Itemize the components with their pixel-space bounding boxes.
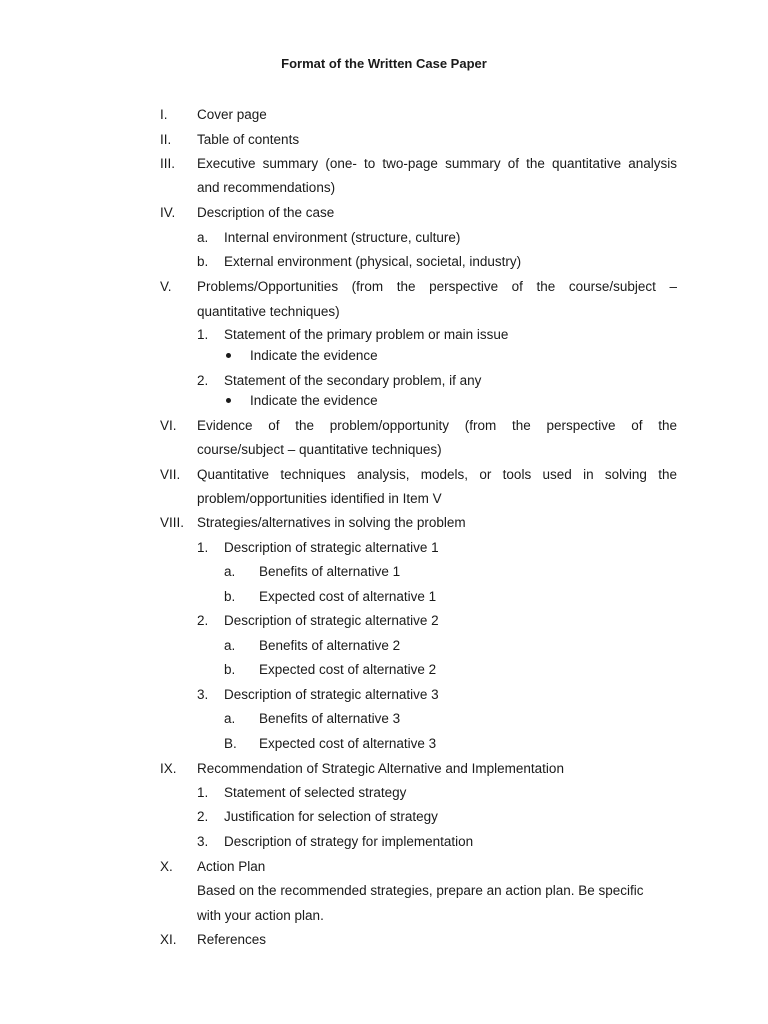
item-text-continued: course/subject – quantitative techniques) (197, 442, 442, 457)
item-text: Strategies/alternatives in solving the problem (197, 515, 466, 530)
item-number: V. (160, 279, 172, 294)
subsubitem-letter: a. (224, 638, 236, 653)
item-number: III. (160, 156, 176, 171)
document-title: Format of the Written Case Paper (281, 56, 487, 71)
subitem-number: 2. (197, 613, 209, 628)
item-text: Action Plan (197, 859, 266, 874)
subitem-text: Description of strategic alternative 2 (224, 613, 439, 628)
item-number: II. (160, 132, 172, 147)
subitem-number: 1. (197, 540, 209, 555)
item-number: X. (160, 859, 173, 874)
subsubitem-text: Benefits of alternative 3 (259, 711, 401, 726)
item-text: References (197, 932, 267, 947)
subitem-text: Justification for selection of strategy (224, 809, 438, 824)
subitem-text: Description of strategic alternative 3 (224, 687, 439, 702)
item-number: XI. (160, 932, 177, 947)
item-text: Recommendation of Strategic Alternative and Implementation (197, 761, 564, 776)
item-text: Table of contents (197, 132, 300, 147)
item-text: Executive summary (one- to two-page summary of the quantitative analysis (197, 156, 677, 171)
bullet-text: Indicate the evidence (250, 348, 378, 363)
item-text: Evidence of the problem/opportunity (from the perspective of the (197, 418, 677, 433)
item-text: Description of the case (197, 205, 335, 220)
subitem-text: Internal environment (structure, culture) (224, 230, 461, 245)
item-number: I. (160, 107, 168, 122)
subsubitem-letter: a. (224, 711, 236, 726)
subsubitem-text: Expected cost of alternative 3 (259, 736, 437, 751)
item-number: VI. (160, 418, 177, 433)
item-number: VII. (160, 467, 181, 482)
subsubitem-text: Benefits of alternative 2 (259, 638, 401, 653)
paragraph-line: Based on the recommended strategies, prepare an action plan. Be specific (197, 883, 644, 898)
subsubitem-letter: b. (224, 662, 236, 677)
item-text: Cover page (197, 107, 267, 122)
item-text-continued: and recommendations) (197, 180, 336, 195)
subitem-letter: a. (197, 230, 209, 245)
subitem-number: 2. (197, 809, 209, 824)
item-text-continued: problem/opportunities identified in Item V (197, 491, 442, 506)
item-number: IX. (160, 761, 177, 776)
bullet-text: Indicate the evidence (250, 393, 378, 408)
item-text: Quantitative techniques analysis, models, or tools used in solving the (197, 467, 677, 482)
subitem-text: Description of strategy for implementation (224, 834, 474, 849)
subitem-number: 2. (197, 373, 209, 388)
subsubitem-letter: b. (224, 589, 236, 604)
subitem-text: Statement of the secondary problem, if any (224, 373, 482, 388)
subitem-number: 3. (197, 834, 209, 849)
subitem-text: Description of strategic alternative 1 (224, 540, 439, 555)
subitem-letter: b. (197, 254, 209, 269)
subitem-text: External environment (physical, societal, industry) (224, 254, 522, 269)
subsubitem-letter: a. (224, 564, 236, 579)
paragraph-line: with your action plan. (197, 908, 324, 923)
bullet-dot (226, 353, 231, 358)
subsubitem-letter: B. (224, 736, 237, 751)
item-number: IV. (160, 205, 176, 220)
subsubitem-text: Expected cost of alternative 2 (259, 662, 437, 677)
subitem-text: Statement of selected strategy (224, 785, 407, 800)
subitem-number: 3. (197, 687, 209, 702)
subitem-number: 1. (197, 327, 209, 342)
subsubitem-text: Expected cost of alternative 1 (259, 589, 437, 604)
item-number: VIII. (160, 515, 185, 530)
subitem-number: 1. (197, 785, 209, 800)
item-text: Problems/Opportunities (from the perspective of the course/subject – (197, 279, 677, 294)
item-text-continued: quantitative techniques) (197, 304, 340, 319)
subsubitem-text: Benefits of alternative 1 (259, 564, 401, 579)
bullet-dot (226, 398, 231, 403)
subitem-text: Statement of the primary problem or main issue (224, 327, 509, 342)
